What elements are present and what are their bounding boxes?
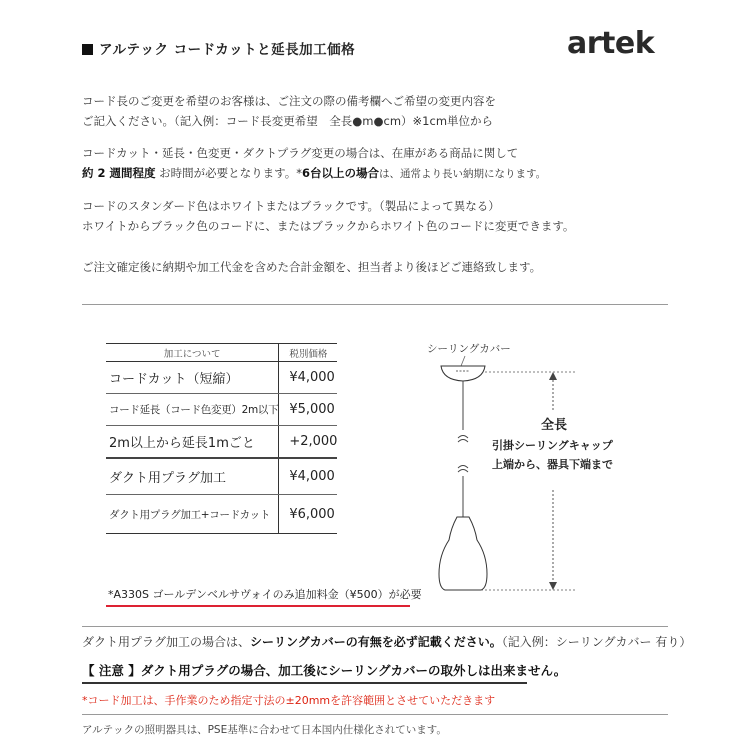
ceiling-cap-shape: [441, 366, 485, 381]
price-item: ダクト用プラグ加工+コードカット: [106, 495, 279, 534]
table-row: [106, 426, 337, 459]
intro-paragraph-1: [82, 91, 496, 131]
lamp-shade-shape: [439, 517, 487, 590]
price-value: +2,000: [279, 426, 338, 459]
total-length-description: 引掛シーリングキャップ 上端から、器具下端まで: [492, 439, 613, 471]
caution-underline: [82, 682, 527, 684]
table-row: [106, 394, 337, 426]
table-row: [106, 362, 337, 394]
price-item: ダクト用プラグ加工: [106, 458, 279, 495]
leader-line: [461, 356, 465, 366]
square-bullet-icon: [82, 44, 93, 55]
red-underline: [106, 605, 410, 607]
price-value: ¥4,000: [279, 458, 338, 495]
divider: [82, 714, 668, 715]
price-value: ¥5,000: [279, 394, 338, 426]
intro-p1-line1: コード長のご変更を希望のお客様は、ご注文の際の備考欄へご希望の変更内容を: [82, 94, 496, 108]
page-title: アルテック コードカットと延長加工価格: [82, 38, 355, 58]
arrow-up-icon: [549, 372, 557, 380]
break-mark-top: [458, 436, 468, 443]
footer-note: アルテックの照明器具は、PSE基準に合わせて日本国内仕様化されています。: [82, 724, 447, 736]
price-value: ¥6,000: [279, 495, 338, 534]
divider: [82, 626, 668, 627]
price-item: コード延長（コード色変更）2m以下: [106, 394, 279, 426]
divider: [82, 304, 668, 305]
intro-p3-line1: コードのスタンダード色はホワイトまたはブラックです。（製品によって異なる）: [82, 199, 500, 213]
price-table: [106, 343, 337, 534]
ceiling-cover-label: シーリングカバー: [427, 343, 511, 355]
arrow-down-icon: [549, 582, 557, 590]
table-row: [106, 495, 337, 534]
table-row: [106, 458, 337, 495]
duct-plug-notice: ダクト用プラグ加工の場合は、シーリングカバーの有無を必ず記載ください。（記入例：シーリングカバー 有り）: [82, 635, 692, 649]
artek-logo: artek: [567, 26, 655, 61]
tolerance-notice: *コード加工は、手作業のため指定寸法の±20mmを許容範囲とさせていただきます: [82, 694, 496, 707]
break-mark-bottom: [458, 466, 468, 473]
intro-p2-line2: 約 2 週間程度 お時間が必要となります。*6台以上の場合は、通常より長い納期になります。: [82, 166, 547, 180]
intro-p1-line2: ご記入ください。（記入例：コード長変更希望 全長●m●cm）※1cm単位から: [82, 114, 494, 128]
caution-notice: 【 注意 】ダクト用プラグの場合、加工後にシーリングカバーの取外しは出来ません。: [82, 663, 567, 678]
price-item: コードカット（短縮）: [106, 362, 279, 394]
price-value: ¥4,000: [279, 362, 338, 394]
total-length-label: 全長: [541, 418, 568, 433]
a330s-note: *A330S ゴールデンベルサヴォイのみ追加料金（¥500）が必要: [108, 588, 422, 601]
price-item: 2m以上から延長1mごと: [106, 426, 279, 459]
intro-paragraph-3: [82, 196, 574, 236]
intro-p3-line2: ホワイトからブラック色のコードに、またはブラックからホワイト色のコードに変更できます。: [82, 219, 575, 233]
price-table-header-item: 加工について: [106, 344, 279, 362]
pendant-lamp-diagram: [425, 350, 585, 600]
intro-paragraph-4: ご注文確定後に納期や加工代金を含めた合計金額を、担当者より後ほどご連絡致します。: [82, 260, 542, 274]
price-table-header-price: 税別価格: [279, 344, 338, 362]
intro-p2-line1: コードカット・延長・色変更・ダクトプラグ変更の場合は、在庫がある商品に関して: [82, 146, 519, 160]
intro-paragraph-2: [82, 143, 546, 184]
